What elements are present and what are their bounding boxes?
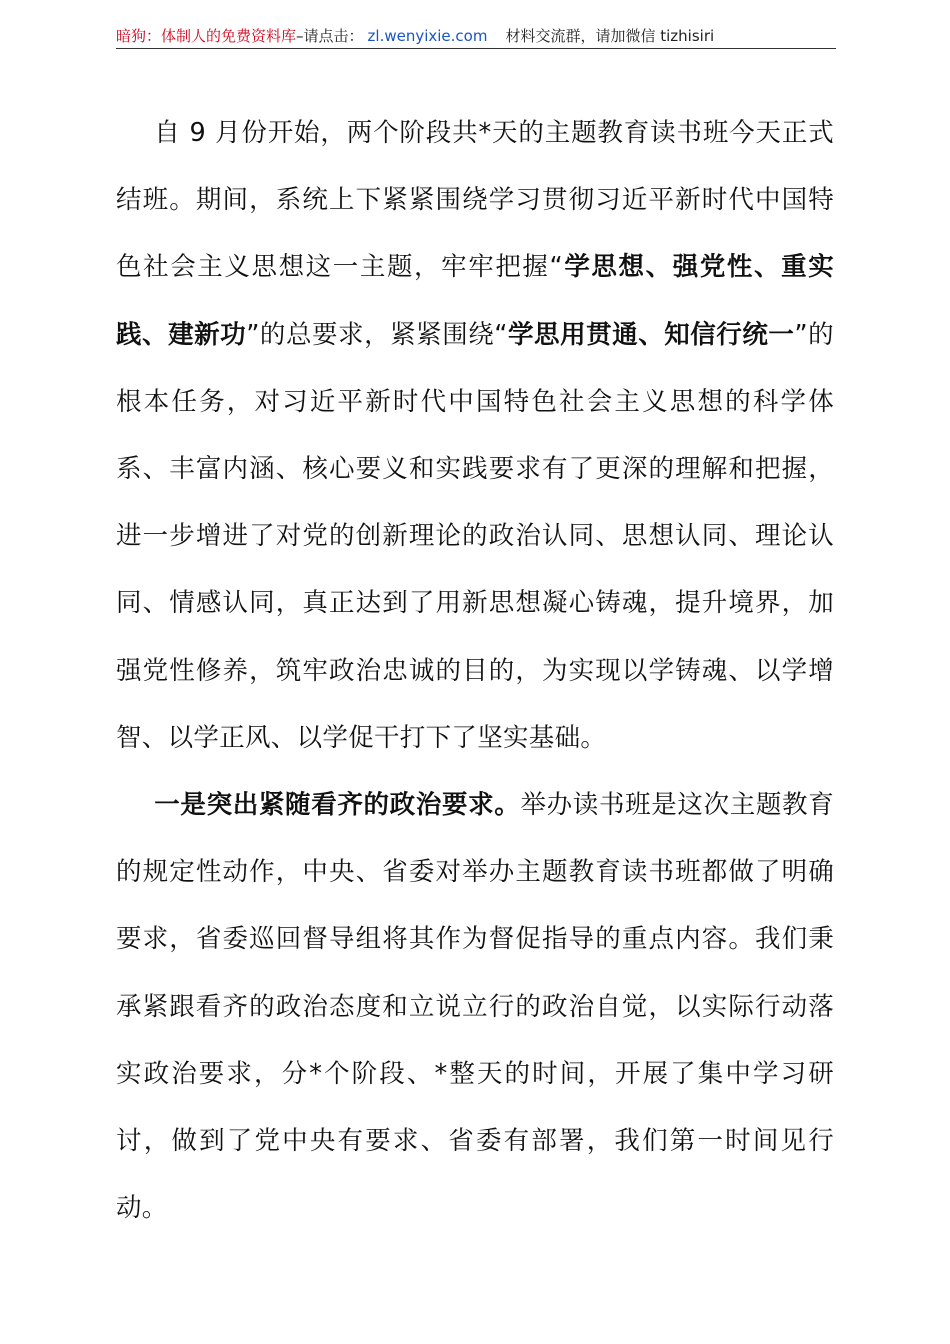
paragraph-intro-bold-1: 学思想、强党性、重实践、建新功 — [116, 252, 834, 350]
paragraph-intro-text-2: ”的总要求，紧紧围绕“ — [246, 319, 508, 350]
header-group-note: 材料交流群，请加微信 tizhisiri — [505, 27, 715, 45]
paragraph-intro-text-1: 自 9 月份开始，两个阶段共*天的主题教育读书班今天正式结班。期间，系统上下紧紧围绕学习贯彻习近平新时代中国特色社会主义思想这一主题，牢牢把握“ — [116, 118, 834, 283]
paragraph-intro-text-3: ”的根本任务，对习近平新时代中国特色社会主义思想的科学体系、丰富内涵、核心要义和实践要求有了更深的理解和把握，进一步增进了对党的创新理论的政治认同、思想认同、理论认同、情感认同，真正达到了用新思想凝心铸魂，提升境界，加强党性修养，筑牢政治忠诚的目的，为实现以学铸魂、以学增智、以学正风、以学促干打下了坚实基础。 — [116, 319, 834, 753]
paragraph-intro — [116, 100, 834, 772]
header-prompt: –请点击： — [296, 27, 364, 45]
header-link[interactable]: zl.wenyixie.com — [367, 27, 488, 45]
page-header — [116, 26, 836, 49]
document-body — [116, 100, 834, 1242]
paragraph-intro-bold-2: 学思用贯通、知信行统一 — [507, 319, 795, 350]
paragraph-point-one-lead: 一是突出紧随看齐的政治要求。 — [154, 790, 521, 821]
header-brand: 暗狗：体制人的免费资料库 — [116, 27, 297, 45]
paragraph-point-one-body: 举办读书班是这次主题教育的规定性动作，中央、省委对举办主题教育读书班都做了明确要求，省委巡回督导组将其作为督促指导的重点内容。我们秉承紧跟看齐的政治态度和立说立行的政治自觉，以实际行动落实政治要求，分*个阶段、*整天的时间，开展了集中学习研讨，做到了党中央有要求、省委有部署，我们第一时间见行动。 — [116, 790, 835, 1224]
paragraph-point-one — [116, 772, 834, 1242]
